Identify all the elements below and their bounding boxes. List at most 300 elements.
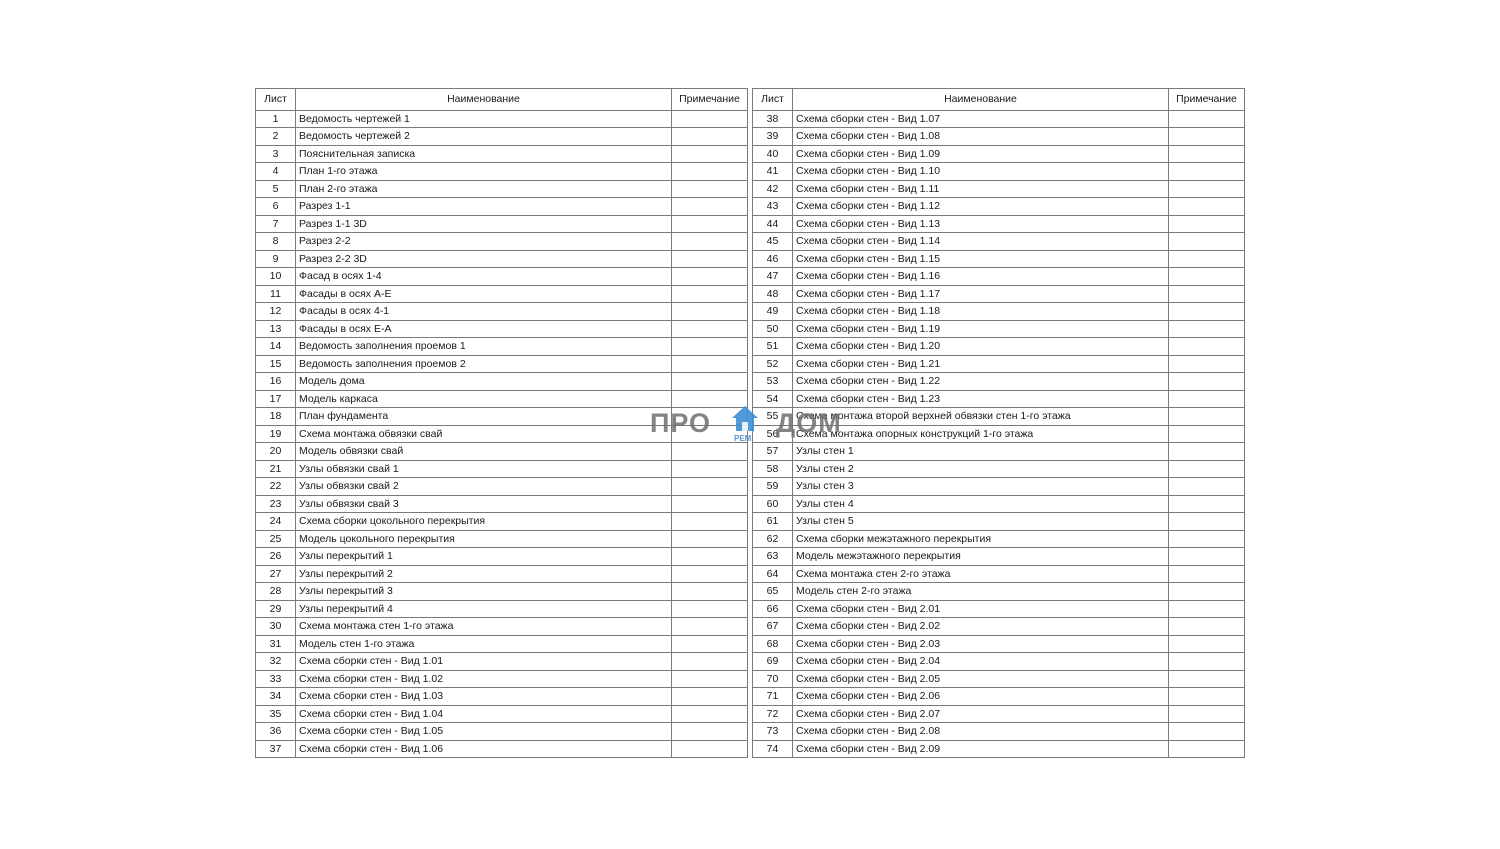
- sheet-note-cell: [672, 285, 748, 303]
- sheet-number-cell: 48: [753, 285, 793, 303]
- table-row: [256, 495, 748, 513]
- sheet-note-cell: [1169, 408, 1245, 426]
- table-row: [256, 740, 748, 758]
- sheet-name-cell: Разрез 1-1: [296, 198, 672, 216]
- table-row: [256, 408, 748, 426]
- table-header-row: [256, 89, 748, 111]
- sheet-number-cell: 45: [753, 233, 793, 251]
- sheet-note-cell: [672, 180, 748, 198]
- table-row: [256, 320, 748, 338]
- sheet-name-cell: Ведомость чертежей 1: [296, 110, 672, 128]
- sheet-name-cell: Схема сборки межэтажного перекрытия: [793, 530, 1169, 548]
- sheet-name-cell: Схема сборки стен - Вид 1.15: [793, 250, 1169, 268]
- sheet-name-cell: Ведомость заполнения проемов 2: [296, 355, 672, 373]
- table-row: [753, 233, 1245, 251]
- header-note: Примечание: [1169, 89, 1245, 111]
- sheet-name-cell: Схема сборки стен - Вид 1.06: [296, 740, 672, 758]
- sheet-note-cell: [1169, 513, 1245, 531]
- table-row: [256, 425, 748, 443]
- sheet-note-cell: [672, 250, 748, 268]
- sheet-number-cell: 3: [256, 145, 296, 163]
- sheet-name-cell: Разрез 2-2 3D: [296, 250, 672, 268]
- table-row: [256, 250, 748, 268]
- sheet-name-cell: Узлы перекрытий 4: [296, 600, 672, 618]
- table-row: [753, 548, 1245, 566]
- table-row: [753, 373, 1245, 391]
- sheet-note-cell: [672, 688, 748, 706]
- sheet-name-cell: Схема сборки стен - Вид 1.03: [296, 688, 672, 706]
- sheet-note-cell: [1169, 320, 1245, 338]
- sheet-number-cell: 27: [256, 565, 296, 583]
- sheet-name-cell: Модель дома: [296, 373, 672, 391]
- sheet-note-cell: [1169, 180, 1245, 198]
- sheet-number-cell: 43: [753, 198, 793, 216]
- sheet-number-cell: 54: [753, 390, 793, 408]
- table-row: [753, 425, 1245, 443]
- sheet-note-cell: [1169, 723, 1245, 741]
- sheet-note-cell: [672, 478, 748, 496]
- sheet-note-cell: [672, 740, 748, 758]
- table-row: [256, 723, 748, 741]
- header-name: Наименование: [296, 89, 672, 111]
- table-body-right: [753, 110, 1245, 758]
- sheet-name-cell: Узлы обвязки свай 1: [296, 460, 672, 478]
- sheet-note-cell: [672, 495, 748, 513]
- table-row: [753, 530, 1245, 548]
- sheet-name-cell: План фундамента: [296, 408, 672, 426]
- sheet-number-cell: 65: [753, 583, 793, 601]
- sheet-name-cell: Узлы обвязки свай 3: [296, 495, 672, 513]
- table-header-row: [753, 89, 1245, 111]
- sheet-number-cell: 25: [256, 530, 296, 548]
- sheet-name-cell: Схема сборки стен - Вид 1.20: [793, 338, 1169, 356]
- sheet-number-cell: 10: [256, 268, 296, 286]
- sheet-number-cell: 33: [256, 670, 296, 688]
- table-row: [256, 460, 748, 478]
- sheet-note-cell: [672, 408, 748, 426]
- table-row: [753, 303, 1245, 321]
- sheet-number-cell: 12: [256, 303, 296, 321]
- sheet-number-cell: 37: [256, 740, 296, 758]
- sheet-number-cell: 5: [256, 180, 296, 198]
- sheet-note-cell: [672, 303, 748, 321]
- table-row: [753, 600, 1245, 618]
- sheet-number-cell: 22: [256, 478, 296, 496]
- sheet-number-cell: 51: [753, 338, 793, 356]
- sheet-note-cell: [672, 145, 748, 163]
- sheet-name-cell: Фасады в осях А-Е: [296, 285, 672, 303]
- sheet-name-cell: Схема сборки стен - Вид 1.12: [793, 198, 1169, 216]
- sheet-number-cell: 8: [256, 233, 296, 251]
- sheet-name-cell: Схема сборки стен - Вид 1.16: [793, 268, 1169, 286]
- table-row: [256, 145, 748, 163]
- watermark-text-right: ДОМ: [776, 408, 842, 438]
- sheet-number-cell: 74: [753, 740, 793, 758]
- sheet-number-cell: 16: [256, 373, 296, 391]
- sheet-note-cell: [672, 460, 748, 478]
- sheet-name-cell: Схема сборки стен - Вид 2.09: [793, 740, 1169, 758]
- sheet-note-cell: [672, 600, 748, 618]
- table-row: [256, 198, 748, 216]
- sheet-name-cell: Схема сборки стен - Вид 1.18: [793, 303, 1169, 321]
- sheet-name-cell: Узлы перекрытий 2: [296, 565, 672, 583]
- sheet-note-cell: [1169, 460, 1245, 478]
- sheet-number-cell: 35: [256, 705, 296, 723]
- sheet-name-cell: Схема сборки стен - Вид 1.07: [793, 110, 1169, 128]
- sheet-note-cell: [672, 215, 748, 233]
- header-sheet: Лист: [256, 89, 296, 111]
- sheet-number-cell: 18: [256, 408, 296, 426]
- table-row: [256, 268, 748, 286]
- header-note: Примечание: [672, 89, 748, 111]
- table-row: [753, 705, 1245, 723]
- sheet-note-cell: [1169, 338, 1245, 356]
- sheet-note-cell: [1169, 548, 1245, 566]
- sheet-number-cell: 23: [256, 495, 296, 513]
- sheet-number-cell: 64: [753, 565, 793, 583]
- sheet-note-cell: [1169, 233, 1245, 251]
- sheet-number-cell: 50: [753, 320, 793, 338]
- sheet-number-cell: 7: [256, 215, 296, 233]
- table-row: [753, 128, 1245, 146]
- sheet-name-cell: Ведомость заполнения проемов 1: [296, 338, 672, 356]
- sheet-note-cell: [1169, 163, 1245, 181]
- sheet-note-cell: [672, 373, 748, 391]
- table-row: [753, 355, 1245, 373]
- sheet-note-cell: [1169, 688, 1245, 706]
- sheet-note-cell: [1169, 495, 1245, 513]
- sheet-number-cell: 47: [753, 268, 793, 286]
- sheet-number-cell: 15: [256, 355, 296, 373]
- sheet-note-cell: [672, 583, 748, 601]
- sheet-number-cell: 20: [256, 443, 296, 461]
- table-row: [256, 163, 748, 181]
- sheet-number-cell: 40: [753, 145, 793, 163]
- sheet-name-cell: Схема монтажа обвязки свай: [296, 425, 672, 443]
- sheet-name-cell: Схема сборки стен - Вид 1.21: [793, 355, 1169, 373]
- sheet-note-cell: [1169, 110, 1245, 128]
- table-row: [256, 110, 748, 128]
- sheet-number-cell: 68: [753, 635, 793, 653]
- sheet-name-cell: Модель цокольного перекрытия: [296, 530, 672, 548]
- sheet-note-cell: [1169, 443, 1245, 461]
- sheet-name-cell: План 2-го этажа: [296, 180, 672, 198]
- sheet-note-cell: [1169, 355, 1245, 373]
- sheet-number-cell: 62: [753, 530, 793, 548]
- sheet-note-cell: [672, 320, 748, 338]
- sheet-note-cell: [672, 390, 748, 408]
- table-row: [256, 688, 748, 706]
- sheet-name-cell: Узлы перекрытий 1: [296, 548, 672, 566]
- table-row: [256, 513, 748, 531]
- sheet-number-cell: 72: [753, 705, 793, 723]
- sheet-name-cell: Схема сборки стен - Вид 2.05: [793, 670, 1169, 688]
- sheet-note-cell: [672, 233, 748, 251]
- sheet-number-cell: 17: [256, 390, 296, 408]
- table-body-left: [256, 110, 748, 758]
- header-sheet: Лист: [753, 89, 793, 111]
- sheet-name-cell: Узлы стен 2: [793, 460, 1169, 478]
- table-row: [753, 268, 1245, 286]
- sheet-note-cell: [672, 163, 748, 181]
- table-row: [753, 635, 1245, 653]
- sheet-note-cell: [672, 513, 748, 531]
- table-row: [256, 548, 748, 566]
- sheet-name-cell: Фасад в осях 1-4: [296, 268, 672, 286]
- table-row: [256, 600, 748, 618]
- sheet-name-cell: Модель каркаса: [296, 390, 672, 408]
- table-row: [753, 250, 1245, 268]
- sheet-name-cell: Схема сборки стен - Вид 1.04: [296, 705, 672, 723]
- table-row: [256, 443, 748, 461]
- table-row: [753, 443, 1245, 461]
- sheet-number-cell: 55: [753, 408, 793, 426]
- sheet-note-cell: [672, 618, 748, 636]
- table-row: [753, 408, 1245, 426]
- table-row: [753, 478, 1245, 496]
- drawing-list-table-right: [752, 88, 1245, 758]
- sheet-name-cell: Схема сборки стен - Вид 2.03: [793, 635, 1169, 653]
- sheet-number-cell: 28: [256, 583, 296, 601]
- table-row: [753, 110, 1245, 128]
- sheet-number-cell: 57: [753, 443, 793, 461]
- sheet-name-cell: Схема сборки стен - Вид 1.09: [793, 145, 1169, 163]
- sheet-number-cell: 14: [256, 338, 296, 356]
- sheet-number-cell: 58: [753, 460, 793, 478]
- sheet-name-cell: Схема монтажа второй верхней обвязки стен 1-го этажа: [793, 408, 1169, 426]
- table-row: [256, 285, 748, 303]
- sheet-name-cell: Схема сборки цокольного перекрытия: [296, 513, 672, 531]
- sheet-name-cell: Схема сборки стен - Вид 1.13: [793, 215, 1169, 233]
- sheet-name-cell: Схема сборки стен - Вид 1.17: [793, 285, 1169, 303]
- table-row: [753, 163, 1245, 181]
- sheet-name-cell: Модель обвязки свай: [296, 443, 672, 461]
- sheet-note-cell: [1169, 215, 1245, 233]
- sheet-name-cell: Узлы стен 3: [793, 478, 1169, 496]
- table-row: [753, 653, 1245, 671]
- table-row: [753, 670, 1245, 688]
- table-row: [753, 320, 1245, 338]
- sheet-number-cell: 21: [256, 460, 296, 478]
- table-row: [753, 688, 1245, 706]
- sheet-name-cell: Схема сборки стен - Вид 1.05: [296, 723, 672, 741]
- sheet-note-cell: [672, 425, 748, 443]
- sheet-note-cell: [672, 530, 748, 548]
- sheet-name-cell: Схема сборки стен - Вид 1.19: [793, 320, 1169, 338]
- sheet-name-cell: Схема сборки стен - Вид 1.01: [296, 653, 672, 671]
- watermark-subtext: РЕМ: [734, 434, 752, 443]
- sheet-name-cell: Схема сборки стен - Вид 1.02: [296, 670, 672, 688]
- sheet-name-cell: Схема сборки стен - Вид 2.08: [793, 723, 1169, 741]
- sheet-number-cell: 61: [753, 513, 793, 531]
- sheet-name-cell: Схема сборки стен - Вид 1.22: [793, 373, 1169, 391]
- sheet-name-cell: Узлы стен 1: [793, 443, 1169, 461]
- table-row: [753, 495, 1245, 513]
- sheet-note-cell: [672, 723, 748, 741]
- sheet-name-cell: План 1-го этажа: [296, 163, 672, 181]
- sheet-number-cell: 39: [753, 128, 793, 146]
- sheet-note-cell: [672, 338, 748, 356]
- sheet-number-cell: 52: [753, 355, 793, 373]
- sheet-name-cell: Узлы стен 5: [793, 513, 1169, 531]
- sheet-number-cell: 9: [256, 250, 296, 268]
- sheet-name-cell: Схема сборки стен - Вид 1.11: [793, 180, 1169, 198]
- sheet-number-cell: 36: [256, 723, 296, 741]
- table-row: [753, 460, 1245, 478]
- table-row: [753, 565, 1245, 583]
- table-row: [256, 583, 748, 601]
- sheet-number-cell: 42: [753, 180, 793, 198]
- sheet-note-cell: [1169, 145, 1245, 163]
- sheet-name-cell: Схема сборки стен - Вид 2.02: [793, 618, 1169, 636]
- sheet-name-cell: Схема монтажа стен 2-го этажа: [793, 565, 1169, 583]
- table-row: [256, 565, 748, 583]
- table-row: [753, 618, 1245, 636]
- sheet-note-cell: [1169, 618, 1245, 636]
- sheet-name-cell: Схема сборки стен - Вид 1.10: [793, 163, 1169, 181]
- sheet-note-cell: [1169, 250, 1245, 268]
- sheet-number-cell: 56: [753, 425, 793, 443]
- table-row: [256, 128, 748, 146]
- table-row: [256, 653, 748, 671]
- sheet-number-cell: 31: [256, 635, 296, 653]
- sheet-name-cell: Пояснительная записка: [296, 145, 672, 163]
- sheet-number-cell: 59: [753, 478, 793, 496]
- sheet-number-cell: 49: [753, 303, 793, 321]
- table-row: [256, 530, 748, 548]
- sheet-name-cell: Узлы стен 4: [793, 495, 1169, 513]
- sheet-number-cell: 73: [753, 723, 793, 741]
- table-row: [753, 583, 1245, 601]
- sheet-name-cell: Модель стен 1-го этажа: [296, 635, 672, 653]
- sheet-note-cell: [672, 110, 748, 128]
- sheet-name-cell: Схема сборки стен - Вид 2.06: [793, 688, 1169, 706]
- sheet-number-cell: 63: [753, 548, 793, 566]
- sheet-number-cell: 71: [753, 688, 793, 706]
- watermark-text-left: ПРО: [650, 408, 712, 438]
- table-row: [256, 355, 748, 373]
- sheet-note-cell: [672, 635, 748, 653]
- table-row: [256, 215, 748, 233]
- table-row: [753, 513, 1245, 531]
- sheet-note-cell: [672, 268, 748, 286]
- sheet-name-cell: Фасады в осях Е-А: [296, 320, 672, 338]
- sheet-note-cell: [672, 548, 748, 566]
- sheet-number-cell: 66: [753, 600, 793, 618]
- sheet-number-cell: 30: [256, 618, 296, 636]
- sheet-note-cell: [1169, 705, 1245, 723]
- sheet-number-cell: 29: [256, 600, 296, 618]
- sheet-name-cell: Схема сборки стен - Вид 1.23: [793, 390, 1169, 408]
- sheet-note-cell: [1169, 583, 1245, 601]
- sheet-number-cell: 26: [256, 548, 296, 566]
- sheet-number-cell: 46: [753, 250, 793, 268]
- sheet-name-cell: Схема сборки стен - Вид 2.07: [793, 705, 1169, 723]
- sheet-number-cell: 19: [256, 425, 296, 443]
- sheet-note-cell: [1169, 128, 1245, 146]
- table-row: [753, 145, 1245, 163]
- table-row: [256, 390, 748, 408]
- sheet-note-cell: [1169, 635, 1245, 653]
- table-row: [256, 233, 748, 251]
- table-row: [256, 635, 748, 653]
- sheet-name-cell: Узлы обвязки свай 2: [296, 478, 672, 496]
- sheet-note-cell: [672, 670, 748, 688]
- table-row: [256, 670, 748, 688]
- table-row: [256, 373, 748, 391]
- sheet-note-cell: [1169, 303, 1245, 321]
- sheet-number-cell: 53: [753, 373, 793, 391]
- sheet-name-cell: Схема сборки стен - Вид 1.08: [793, 128, 1169, 146]
- sheet-note-cell: [672, 565, 748, 583]
- sheet-number-cell: 34: [256, 688, 296, 706]
- sheet-number-cell: 24: [256, 513, 296, 531]
- header-name: Наименование: [793, 89, 1169, 111]
- table-row: [256, 303, 748, 321]
- table-row: [753, 740, 1245, 758]
- sheet-number-cell: 13: [256, 320, 296, 338]
- sheet-name-cell: Схема сборки стен - Вид 2.04: [793, 653, 1169, 671]
- sheet-note-cell: [672, 128, 748, 146]
- sheet-note-cell: [1169, 653, 1245, 671]
- sheet-number-cell: 2: [256, 128, 296, 146]
- sheet-note-cell: [1169, 740, 1245, 758]
- sheet-name-cell: Схема сборки стен - Вид 1.14: [793, 233, 1169, 251]
- sheet-number-cell: 44: [753, 215, 793, 233]
- sheet-note-cell: [1169, 478, 1245, 496]
- sheet-note-cell: [1169, 390, 1245, 408]
- table-row: [256, 338, 748, 356]
- table-row: [753, 215, 1245, 233]
- sheet-number-cell: 67: [753, 618, 793, 636]
- sheet-number-cell: 41: [753, 163, 793, 181]
- sheet-number-cell: 60: [753, 495, 793, 513]
- table-row: [256, 705, 748, 723]
- sheet-number-cell: 1: [256, 110, 296, 128]
- table-row: [256, 180, 748, 198]
- sheet-note-cell: [1169, 268, 1245, 286]
- table-row: [753, 180, 1245, 198]
- sheet-note-cell: [672, 705, 748, 723]
- sheet-name-cell: Разрез 1-1 3D: [296, 215, 672, 233]
- sheet-note-cell: [672, 355, 748, 373]
- sheet-name-cell: Схема сборки стен - Вид 2.01: [793, 600, 1169, 618]
- sheet-name-cell: Модель межэтажного перекрытия: [793, 548, 1169, 566]
- sheet-note-cell: [1169, 373, 1245, 391]
- table-row: [256, 618, 748, 636]
- sheet-name-cell: Схема монтажа опорных конструкций 1-го этажа: [793, 425, 1169, 443]
- sheet-note-cell: [1169, 565, 1245, 583]
- sheet-note-cell: [672, 653, 748, 671]
- sheet-name-cell: Фасады в осях 4-1: [296, 303, 672, 321]
- sheet-name-cell: Узлы перекрытий 3: [296, 583, 672, 601]
- sheet-number-cell: 6: [256, 198, 296, 216]
- sheet-number-cell: 70: [753, 670, 793, 688]
- sheet-note-cell: [1169, 285, 1245, 303]
- sheet-name-cell: Ведомость чертежей 2: [296, 128, 672, 146]
- table-row: [753, 198, 1245, 216]
- sheet-note-cell: [1169, 670, 1245, 688]
- sheet-note-cell: [1169, 425, 1245, 443]
- sheet-note-cell: [1169, 600, 1245, 618]
- sheet-note-cell: [672, 198, 748, 216]
- sheet-name-cell: Схема монтажа стен 1-го этажа: [296, 618, 672, 636]
- sheet-number-cell: 4: [256, 163, 296, 181]
- table-row: [753, 285, 1245, 303]
- table-row: [256, 478, 748, 496]
- drawing-list-table-left: [255, 88, 748, 758]
- table-row: [753, 390, 1245, 408]
